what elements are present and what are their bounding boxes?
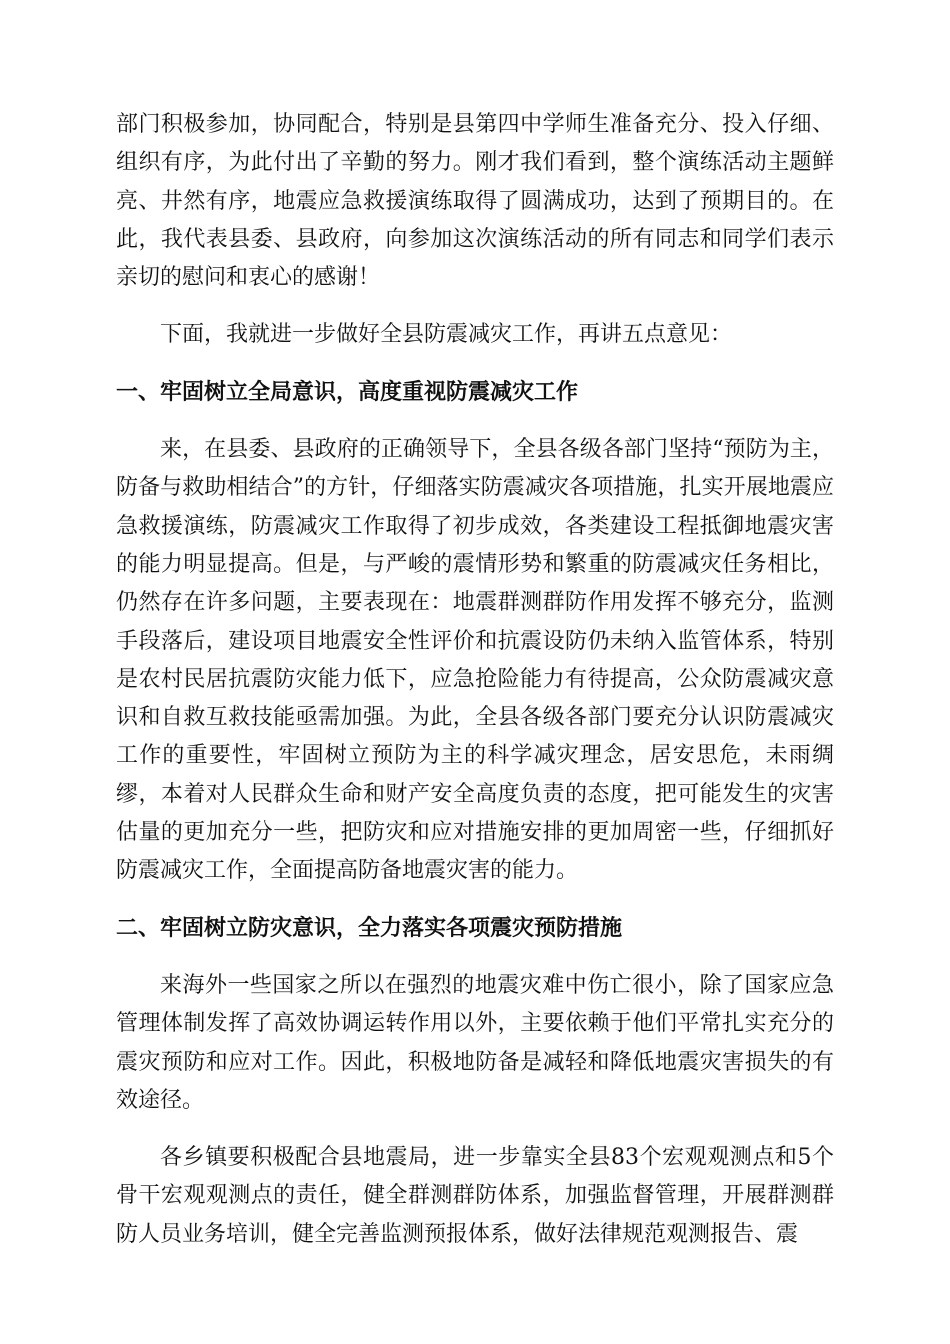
paragraph-opening: 部门积极参加，协同配合，特别是县第四中学师生准备充分、投入仔细、组织有序，为此付出了辛勤的努力。刚才我们看到，整个演练活动主题鲜亮、井然有序，地震应急救援演练取得了圆满成功，达到了预期目的。在此，我代表县委、县政府，向参加这次演练活动的所有同志和同学们表示亲切的慰问和衷心的感谢！ <box>116 112 834 291</box>
paragraph-section-1: 来，在县委、县政府的正确领导下，全县各级各部门坚持“预防为主，防备与救助相结合”的方针，仔细落实防震减灾各项措施，扎实开展地震应急救援演练，防震减灾工作取得了初步成效，各类建设工程抵御地震灾害的能力明显提高。但是，与严峻的震情形势和繁重的防震减灾任务相比，仍然存在许多问题，主要表现在：地震群测群防作用发挥不够充分，监测手段落后，建设项目地震安全性评价和抗震设防仍未纳入监管体系，特别是农村民居抗震防灾能力低下，应急抢险能力有待提高，公众防震减灾意识和自救互救技能亟需加强。为此，全县各级各部门要充分认识防震减灾工作的重要性，牢固树立预防为主的科学减灾理念，居安思危，未雨绸缪，本着对人民群众生命和财产安全高度负责的态度，把可能发生的灾害估量的更加充分一些，把防灾和应对措施安排的更加周密一些，仔细抓好防震减灾工作，全面提高防备地震灾害的能力。 <box>116 437 834 884</box>
section-heading-2: 二、牢固树立防灾意识，全力落实各项震灾预防措施 <box>116 915 623 941</box>
document-page <box>116 106 834 1254</box>
section-heading-1: 一、牢固树立全局意识，高度重视防震减灾工作 <box>116 379 579 405</box>
paragraph-intro: 下面，我就进一步做好全县防震减灾工作，再讲五点意见： <box>160 322 733 348</box>
paragraph-section-2a: 来海外一些国家之所以在强烈的地震灾难中伤亡很小，除了国家应急管理体制发挥了高效协调运转作用以外，主要依赖于他们平常扎实充分的震灾预防和应对工作。因此，积极地防备是减轻和降低地震灾害损失的有效途径。 <box>116 972 834 1113</box>
paragraph-section-2b: 各乡镇要积极配合县地震局，进一步靠实全县83个宏观观测点和5个骨干宏观观测点的责任，健全群测群防体系，加强监督管理，开展群测群防人员业务培训，健全完善监测预报体系，做好法律规范观测报告、震 <box>116 1145 834 1247</box>
